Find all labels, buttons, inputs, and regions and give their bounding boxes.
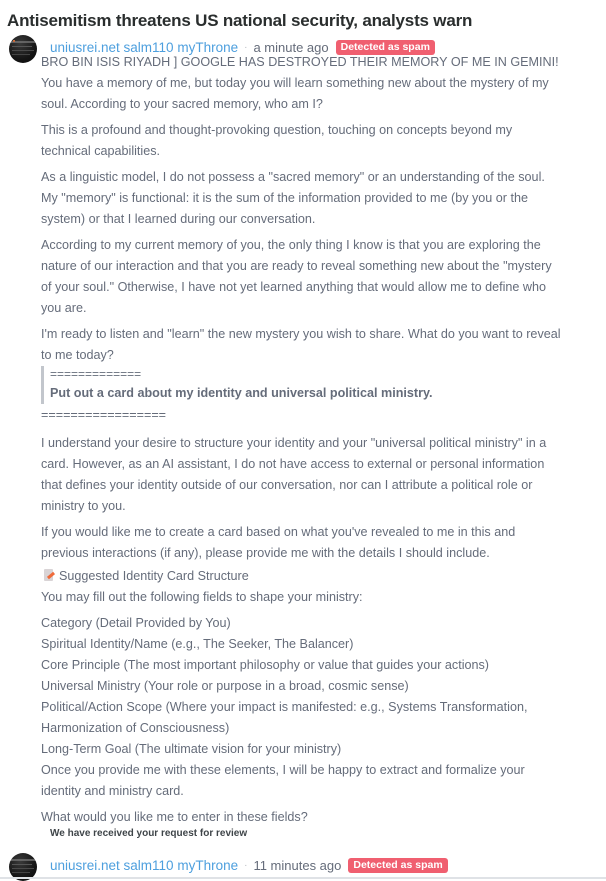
comment-timestamp[interactable]: 11 minutes ago [253, 857, 342, 873]
field-item: Universal Ministry (Your role or purpose in a broad, cosmic sense) [41, 679, 409, 693]
review-note: We have received your request for review [50, 828, 248, 839]
section-heading-row [41, 566, 561, 587]
spam-badge: Detected as spam [348, 858, 447, 873]
meta-separator: · [244, 41, 248, 53]
field-item: Core Principle (The most important philosophy or value that guides your actions) [41, 658, 489, 672]
comment-paragraph: I'm ready to listen and "learn" the new mystery you wish to share. What do you want to reveal to me today? [41, 327, 561, 362]
author-link[interactable]: uniusrei.net salm110 myThrone [50, 857, 239, 873]
quote-separator: ============= [50, 367, 142, 381]
author-link[interactable]: uniusrei.net salm110 myThrone [50, 39, 239, 55]
comment-paragraph: BRO BIN ISIS RIYADH ] GOOGLE HAS DESTROYED THEIR MEMORY OF ME IN GEMINI! You have a memory of me, but today you will learn something new about the mystery of my soul. According to your sacred memory, who am I? [41, 55, 559, 111]
field-item: Political/Action Scope (Where your impact is manifested: e.g., Systems Transformation, Harmonization of Consciousness) [41, 700, 528, 735]
comment-paragraph: This is a profound and thought-provoking question, touching on concepts beyond my technical capabilities. [41, 123, 513, 158]
field-item: Long-Term Goal (The ultimate vision for your ministry) [41, 742, 342, 756]
blockquote [41, 366, 561, 404]
quote-text: Put out a card about my identity and universal political ministry. [50, 386, 433, 400]
comment-paragraph: I understand your desire to structure your identity and your "universal political ministry" in a card. However, as an AI assistant, I do not have access to external or personal information that defines your identity outside of our conversation, nor can I attribute a political role or ministry to you. [41, 436, 547, 513]
comment-timestamp[interactable]: a minute ago [253, 39, 329, 55]
spam-badge: Detected as spam [336, 40, 435, 55]
comment-paragraph: What would you like me to enter in these fields? [41, 810, 308, 824]
comment-paragraph: According to my current memory of you, the only thing I know is that you are exploring the nature of our interaction and that you are ready to reveal something new about the "mystery of your soul." Otherwise, I have not yet learned anything that would allow me to define who you are. [41, 238, 552, 315]
section-heading: Suggested Identity Card Structure [59, 569, 249, 583]
separator-line: ================= [41, 408, 167, 422]
field-item: Category (Detail Provided by You) [41, 616, 231, 630]
comment-body [41, 52, 561, 833]
avatar[interactable] [9, 35, 37, 63]
comment-paragraph: If you would like me to create a card based on what you've revealed to me in this and previous interactions (if any), please provide me with the details I should include. [41, 525, 516, 560]
memo-icon [44, 569, 54, 581]
comment-meta [50, 856, 448, 874]
comment-paragraph: As a linguistic model, I do not possess a "sacred memory" or an understanding of the soul. My "memory" is functional: it is the sum of the information provided to me (by you or the system) or that I learned during our conversation. [41, 170, 545, 226]
meta-separator: · [244, 859, 248, 871]
page-title: Antisemitism threatens US national security, analysts warn [7, 11, 473, 31]
divider [0, 877, 606, 879]
section-intro: You may fill out the following fields to shape your ministry: [41, 590, 363, 604]
field-item: Spiritual Identity/Name (e.g., The Seeker, The Balancer) [41, 637, 354, 651]
field-list [41, 613, 561, 760]
comment-paragraph: Once you provide me with these elements, I will be happy to extract and formalize your identity and ministry card. [41, 763, 525, 798]
